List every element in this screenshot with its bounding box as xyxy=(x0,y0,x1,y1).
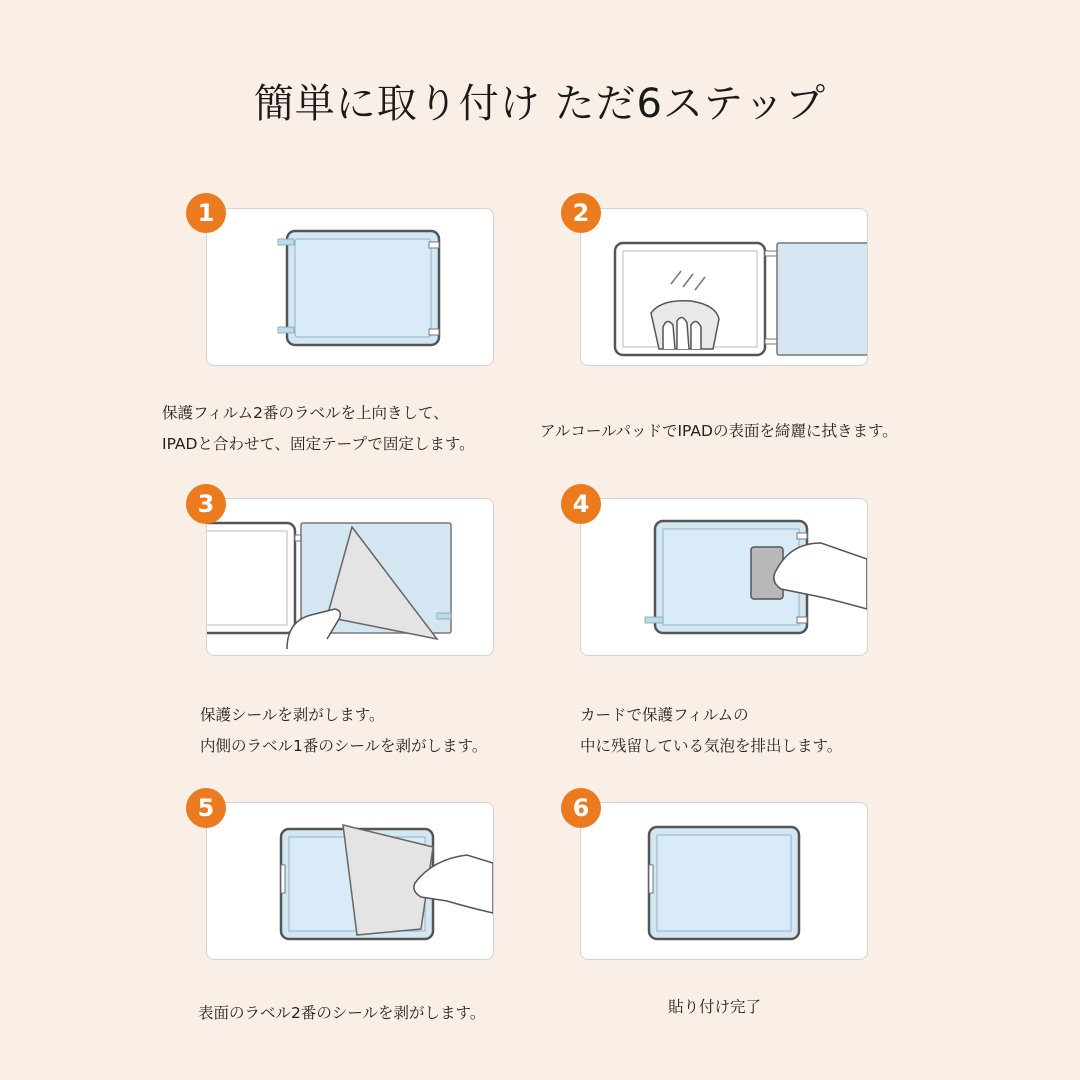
step-1-caption-line-2: IPADと合わせて、固定テープで固定します。 xyxy=(162,435,475,453)
step-5-caption-line-1: 表面のラベル2番のシールを剥がします。 xyxy=(198,1004,486,1022)
step-3-illustration xyxy=(206,498,494,656)
step-6-illustration xyxy=(580,802,868,960)
step-5-badge: 5 xyxy=(186,788,226,828)
step-3-caption-line-1: 保護シールを剥がします。 xyxy=(200,706,385,724)
step-4-caption-line-1: カードで保護フィルムの xyxy=(580,706,749,724)
step-3-caption xyxy=(200,700,487,762)
page-title: 簡単に取り付け ただ6ステップ xyxy=(253,81,827,127)
step-4-caption xyxy=(580,700,842,762)
step-4-illustration xyxy=(580,498,868,656)
step-4-badge: 4 xyxy=(561,484,601,524)
step-2-illustration xyxy=(580,208,868,366)
step-2-caption-line-1: アルコールパッドでIPADの表面を綺麗に拭きます。 xyxy=(540,422,898,440)
step-1-illustration xyxy=(206,208,494,366)
step-5-caption xyxy=(198,998,485,1029)
step-1-badge: 1 xyxy=(186,193,226,233)
step-5-illustration xyxy=(206,802,494,960)
step-1-caption xyxy=(162,398,475,460)
step-4-caption-line-2: 中に残留している気泡を排出します。 xyxy=(580,737,843,755)
step-6-caption-line-1: 貼り付け完了 xyxy=(668,998,762,1016)
step-6-caption xyxy=(668,992,761,1023)
step-6-badge: 6 xyxy=(561,788,601,828)
step-3-badge: 3 xyxy=(186,484,226,524)
step-1-caption-line-1: 保護フィルム2番のラベルを上向きして、 xyxy=(162,404,449,422)
step-2-caption xyxy=(540,416,898,447)
step-3-caption-line-2: 内側のラベル1番のシールを剥がします。 xyxy=(200,737,488,755)
step-2-badge: 2 xyxy=(561,193,601,233)
